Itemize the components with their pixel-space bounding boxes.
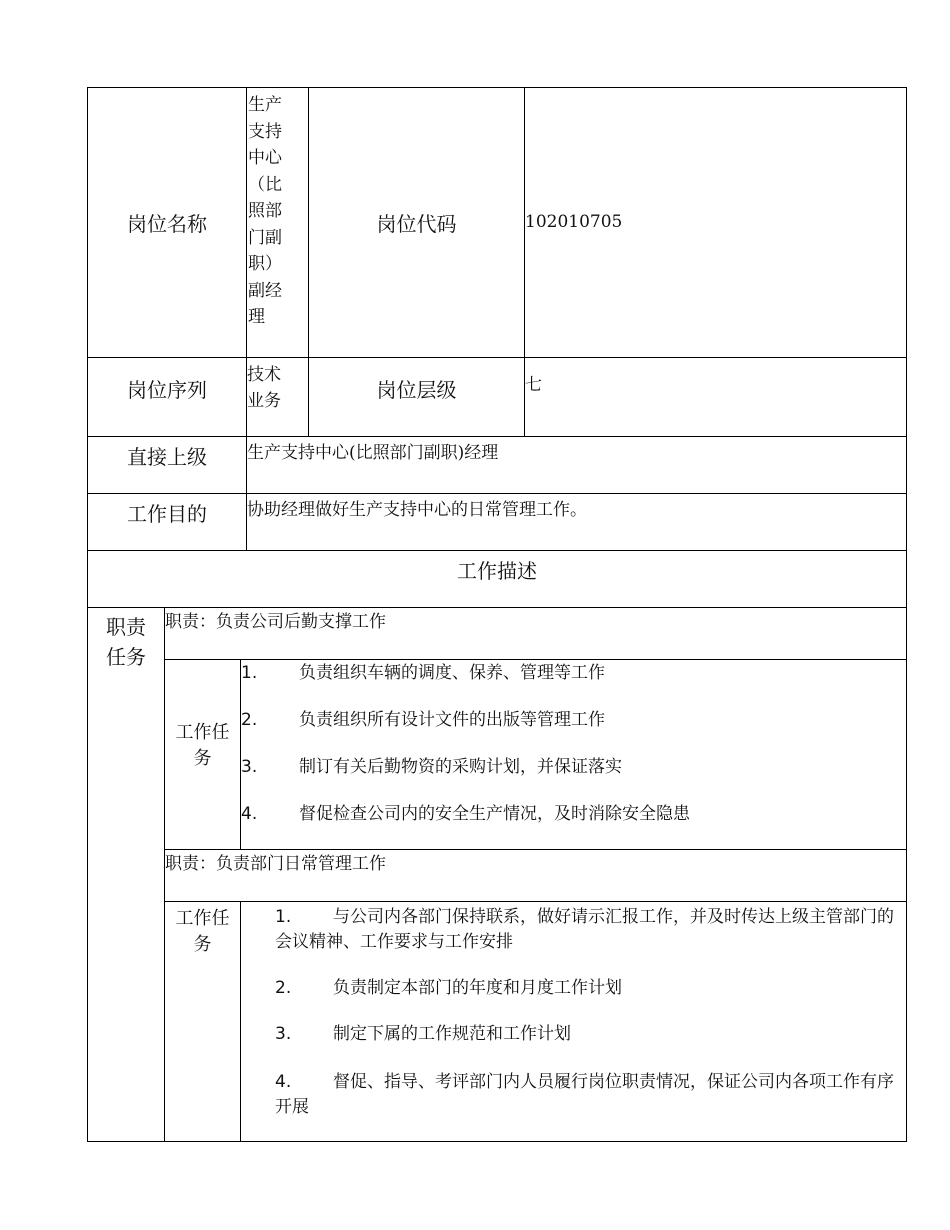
task-item: 4. 督促检查公司内的安全生产情况，及时消除安全隐患 <box>241 804 690 824</box>
task-list <box>240 659 907 850</box>
position-code-value: 102010705 <box>524 87 907 358</box>
task-item: 1. 与公司内各部门保持联系，做好请示汇报工作，并及时传达上级主管部门的会议精神、工作要求与工作安排 <box>275 907 894 952</box>
task-item: 2. 负责制定本部门的年度和月度工作计划 <box>275 978 622 998</box>
level-label: 岗位层级 <box>308 357 525 437</box>
sequence-value: 技术业务 <box>246 357 309 437</box>
position-name-label: 岗位名称 <box>87 87 247 358</box>
duty-title: 职责：负责公司后勤支撑工作 <box>164 607 907 660</box>
sequence-label: 岗位序列 <box>87 357 247 437</box>
purpose-label: 工作目的 <box>87 493 247 551</box>
superior-label: 直接上级 <box>87 436 247 494</box>
task-label: 工作任务 <box>164 901 241 1142</box>
duty-title: 职责：负责部门日常管理工作 <box>164 849 907 902</box>
task-item: 1. 负责组织车辆的调度、保养、管理等工作 <box>241 663 605 683</box>
job-description-table <box>87 87 907 1142</box>
work-description-header: 工作描述 <box>87 550 907 608</box>
purpose-value: 协助经理做好生产支持中心的日常管理工作。 <box>246 493 907 551</box>
task-item: 4. 督促、指导、考评部门内人员履行岗位职责情况，保证公司内各项工作有序开展 <box>275 1072 894 1117</box>
task-item: 3. 制订有关后勤物资的采购计划，并保证落实 <box>241 757 622 777</box>
position-name-value: 生产支持中心（比照部门副职）副经理 <box>246 87 309 358</box>
position-code-label: 岗位代码 <box>308 87 525 358</box>
task-label: 工作任务 <box>164 659 241 850</box>
duties-label: 职责任务 <box>87 607 165 1142</box>
task-list <box>240 901 907 1142</box>
superior-value: 生产支持中心(比照部门副职)经理 <box>246 436 907 494</box>
task-item: 3. 制定下属的工作规范和工作计划 <box>275 1024 571 1044</box>
task-item: 2. 负责组织所有设计文件的出版等管理工作 <box>241 710 605 730</box>
level-value: 七 <box>524 357 907 437</box>
